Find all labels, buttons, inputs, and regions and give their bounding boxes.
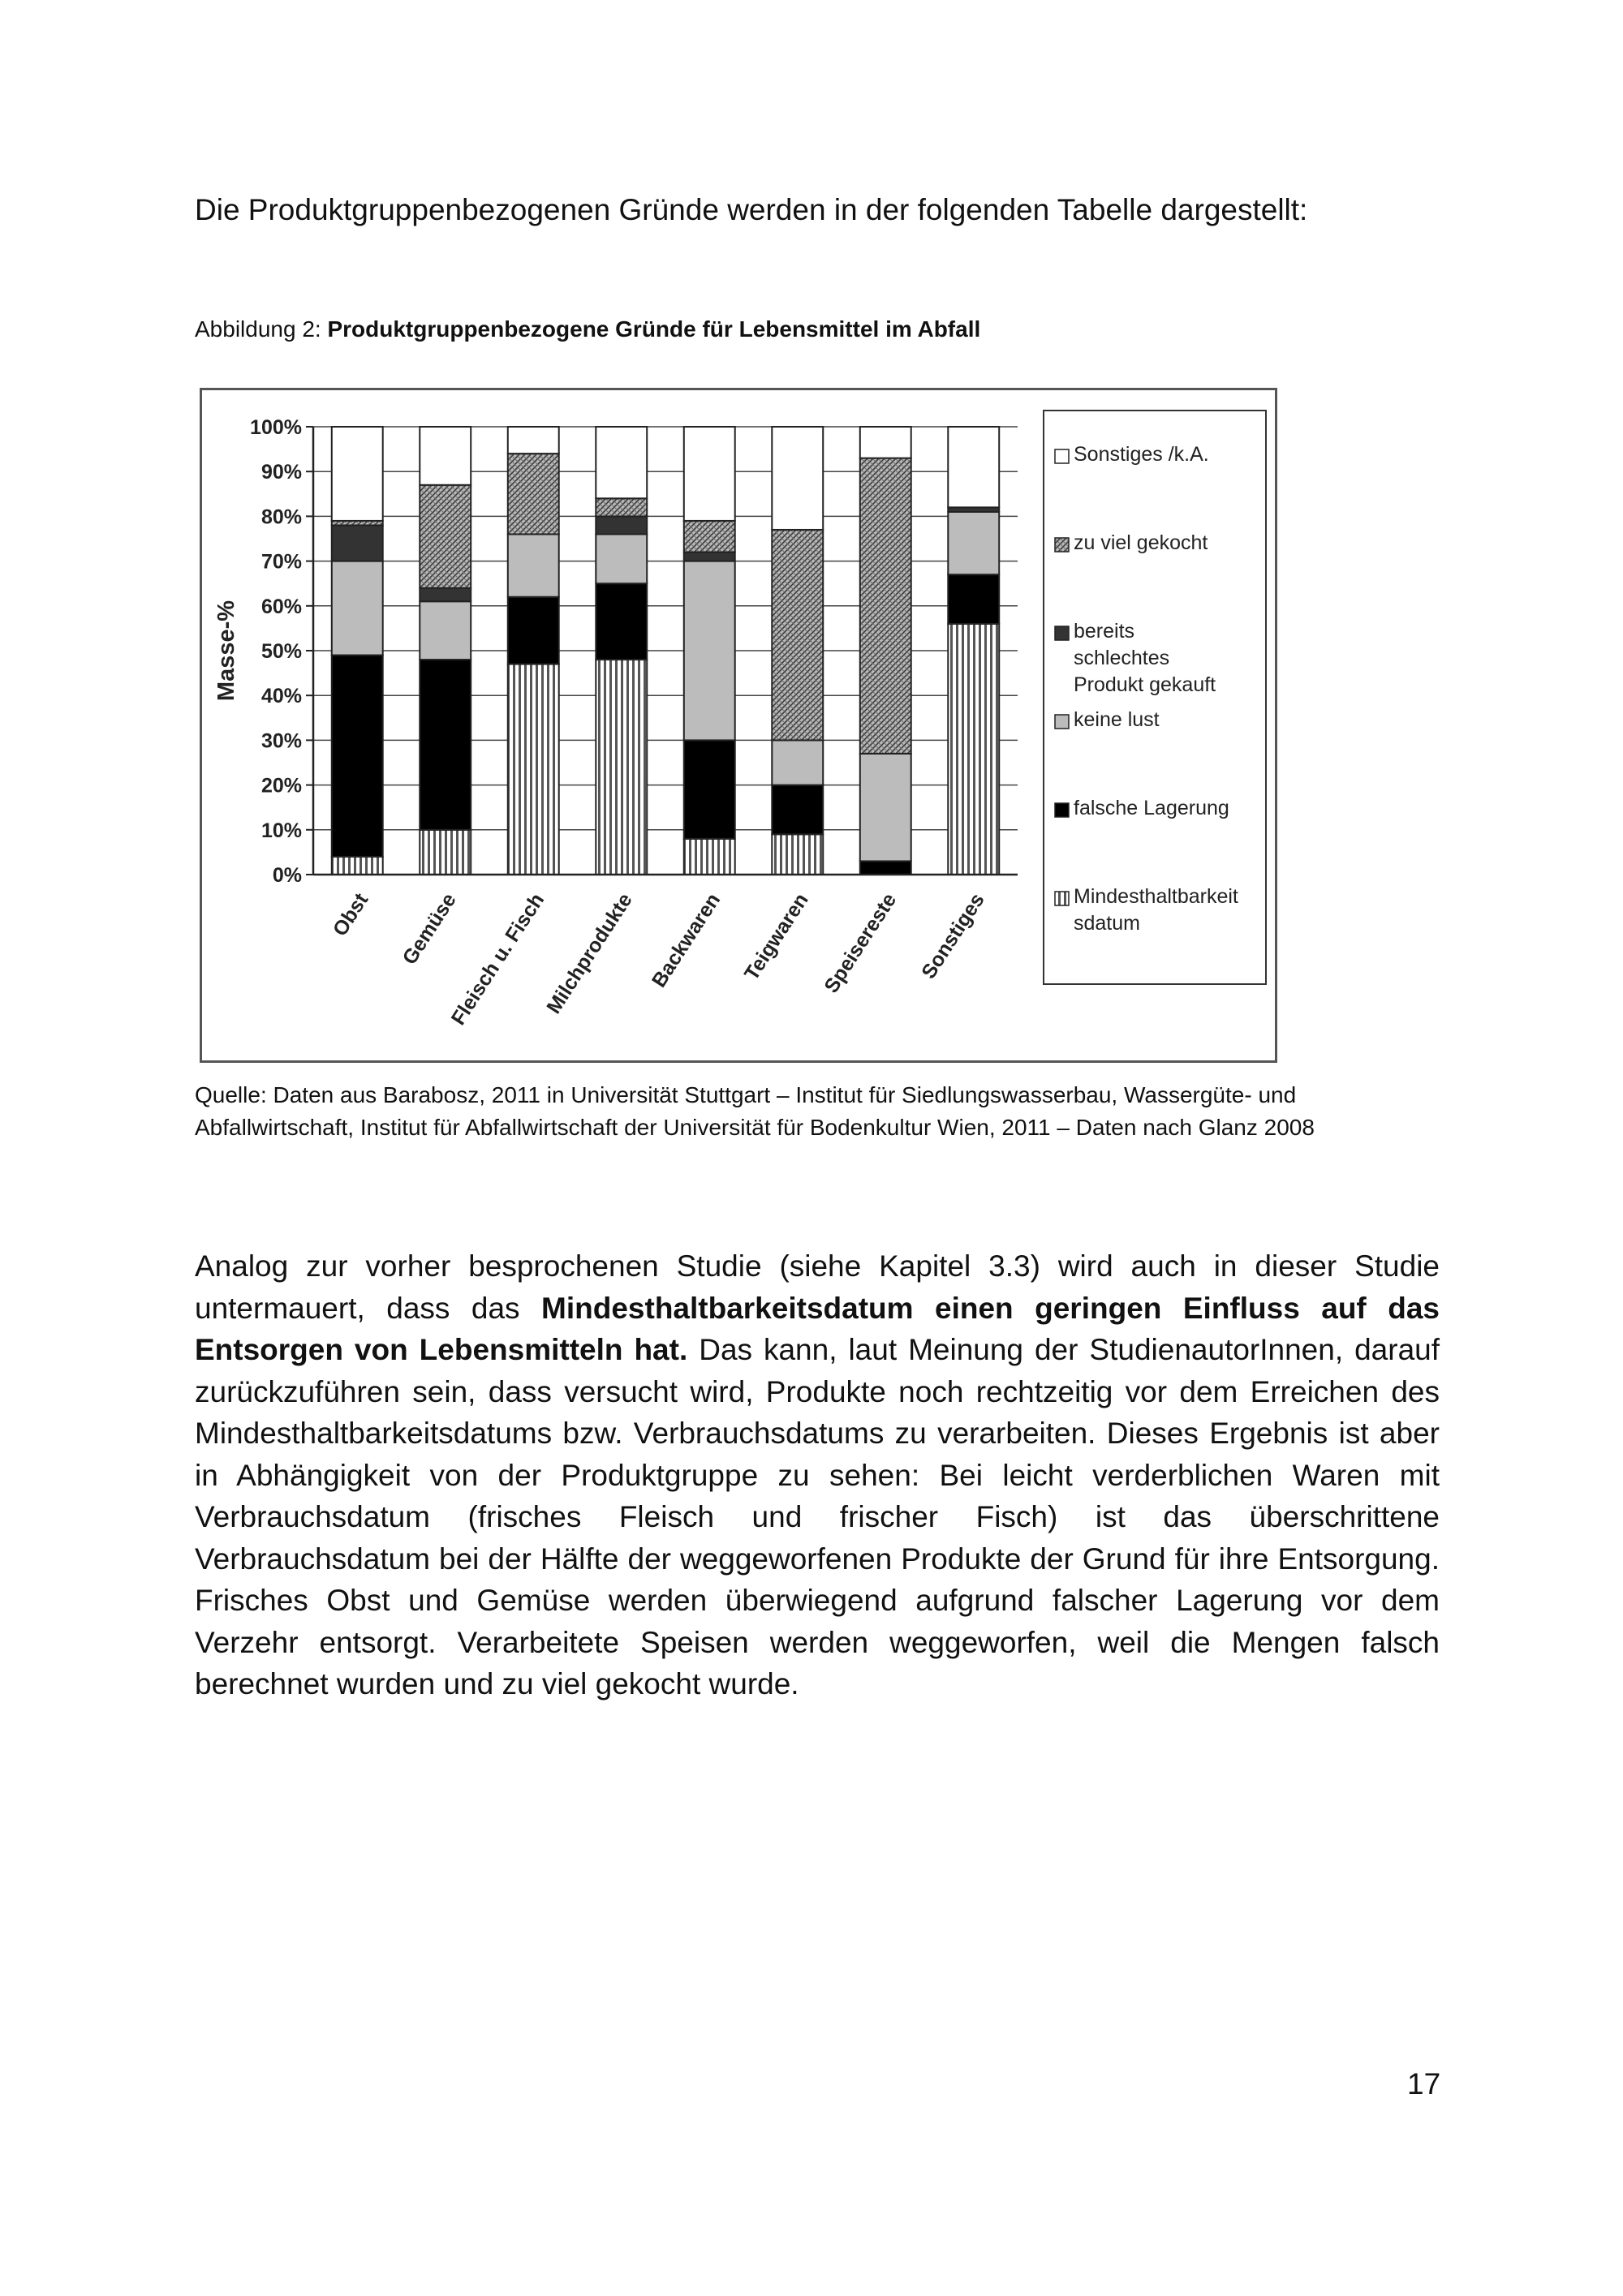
legend-swatch <box>1055 538 1069 552</box>
x-category-label: Fleisch u. Fisch <box>446 889 549 1030</box>
figure-source <box>195 1079 1461 1144</box>
figure-caption <box>195 316 980 342</box>
bar-segment <box>332 656 383 857</box>
bar-segment <box>948 427 999 507</box>
bar-segment <box>772 427 823 530</box>
legend-label: Mindesthaltbarkeit sdatum <box>1074 885 1238 935</box>
body-paragraph <box>195 1245 1440 1705</box>
y-axis-title: Masse-% <box>213 600 239 702</box>
y-tick-label: 70% <box>260 550 302 574</box>
legend-label: zu viel gekocht <box>1074 531 1208 554</box>
legend-swatch <box>1055 715 1069 729</box>
source-line-1: Quelle: Daten aus Barabosz, 2011 in Universität Stuttgart – Institut für Siedlungswasserbau, Wassergüte- und <box>195 1082 1297 1107</box>
bar-segment <box>596 660 647 875</box>
x-category-label: Speisereste <box>820 889 902 997</box>
y-tick-label: 60% <box>260 595 302 618</box>
y-tick-label: 0% <box>272 864 302 887</box>
bar-segment <box>508 664 559 875</box>
bar-segment <box>948 574 999 624</box>
x-category-label: Obst <box>328 889 373 941</box>
x-category-label: Gemüse <box>398 889 461 970</box>
bar-segment <box>860 458 911 754</box>
y-tick-label: 20% <box>260 774 302 798</box>
bar-segment <box>596 427 647 498</box>
bar-segment <box>684 553 735 561</box>
bar-segment <box>332 857 383 875</box>
x-category-label: Teigwaren <box>739 889 813 985</box>
bar-segment <box>420 830 471 875</box>
bar-segment <box>508 427 559 454</box>
legend-swatch <box>1055 626 1069 640</box>
y-tick-label: 80% <box>260 505 302 529</box>
bar-segment <box>596 516 647 534</box>
legend-swatch <box>1055 892 1069 905</box>
bar-segment <box>420 427 471 485</box>
bar-segment <box>772 785 823 835</box>
bar-segment <box>684 839 735 875</box>
bar-segment <box>508 597 559 664</box>
legend-label: falsche Lagerung <box>1074 797 1229 819</box>
bar-segment <box>772 834 823 875</box>
bar-segment <box>684 521 735 553</box>
stacked-bar-chart-figure <box>200 388 1277 1063</box>
bar-segment <box>420 601 471 660</box>
source-line-2: Abfallwirtschaft, Institut für Abfallwirtschaft der Universität für Bodenkultur Wien, 2011 – Daten nach Glanz 2008 <box>195 1115 1315 1140</box>
caption-prefix: Abbildung 2: <box>195 316 328 342</box>
bar-segment <box>332 525 383 561</box>
bar-segment <box>860 427 911 458</box>
intro-paragraph: Die Produktgruppenbezogenen Gründe werden in der folgenden Tabelle dargestellt: <box>195 193 1308 226</box>
bar-segment <box>684 427 735 521</box>
x-category-label: Sonstiges <box>917 889 989 983</box>
page-number: 17 <box>1407 2067 1441 2100</box>
legend-label: bereits schlechtes Produkt gekauft <box>1074 620 1216 696</box>
bar-segment <box>596 534 647 583</box>
bar-segment <box>420 660 471 830</box>
body-text-bold: Mindesthaltbarkeitsdatum einen geringen Einfluss auf das Entsorgen von Lebensmitteln hat. <box>195 1291 1440 1366</box>
y-tick-label: 10% <box>260 819 302 842</box>
body-text-part-2: Das kann, laut Meinung der StudienautorInnen, darauf zurückzuführen sein, dass versucht wird, Produkte noch rechtzeitig vor dem Erreichen des Mindesthaltbarkeitsdatums bzw. Verbrauchsdatums zu verarbeiten. Dieses Ergebnis ist aber in Abhängigkeit von der Produktgruppe zu sehen: Bei leicht verderblichen Waren mit Verbrauchsdatum (frisches Fleisch und frischer Fisch) ist das überschrittene Verbrauchsdatum bei der Hälfte der weggeworfenen Produkte der Grund für ihre Entsorgung. Frisches Obst und Gemüse werden überwiegend aufgrund falscher Lagerung vor dem Verzehr entsorgt. Verarbeitete Speisen werden weggeworfen, weil die Mengen falsch berechnet wurden und zu viel gekocht wurde. <box>195 1333 1440 1701</box>
bar-segment <box>772 740 823 785</box>
bar-segment <box>332 561 383 656</box>
y-tick-label: 90% <box>260 461 302 484</box>
x-category-label: Backwaren <box>647 889 725 991</box>
bar-segment <box>508 454 559 534</box>
legend-swatch <box>1055 449 1069 463</box>
legend-swatch <box>1055 803 1069 817</box>
bar-segment <box>860 861 911 875</box>
bar-segment <box>596 583 647 660</box>
x-category-label: Milchprodukte <box>542 889 637 1018</box>
bar-segment <box>684 561 735 741</box>
bar-segment <box>860 754 911 861</box>
y-tick-label: 40% <box>260 685 302 708</box>
y-tick-label: 100% <box>250 416 302 439</box>
body-text-part-1: Analog zur vorher besprochenen Studie (siehe Kapitel 3.3) wird auch in dieser Studie untermauert, dass das <box>195 1249 1440 1325</box>
bar-segment <box>420 485 471 588</box>
bar-segment <box>948 624 999 875</box>
stacked-bar-chart <box>200 388 1277 1063</box>
y-tick-label: 30% <box>260 729 302 753</box>
legend-label: keine lust <box>1074 708 1160 731</box>
bar-segment <box>772 530 823 740</box>
bar-segment <box>508 534 559 596</box>
caption-title: Produktgruppenbezogene Gründe für Lebensmittel im Abfall <box>327 316 981 342</box>
bar-segment <box>332 427 383 521</box>
bar-segment <box>684 740 735 838</box>
bar-segment <box>596 498 647 516</box>
y-tick-label: 50% <box>260 640 302 663</box>
bar-segment <box>948 512 999 574</box>
bar-segment <box>420 588 471 602</box>
legend-label: Sonstiges /k.A. <box>1074 443 1209 466</box>
